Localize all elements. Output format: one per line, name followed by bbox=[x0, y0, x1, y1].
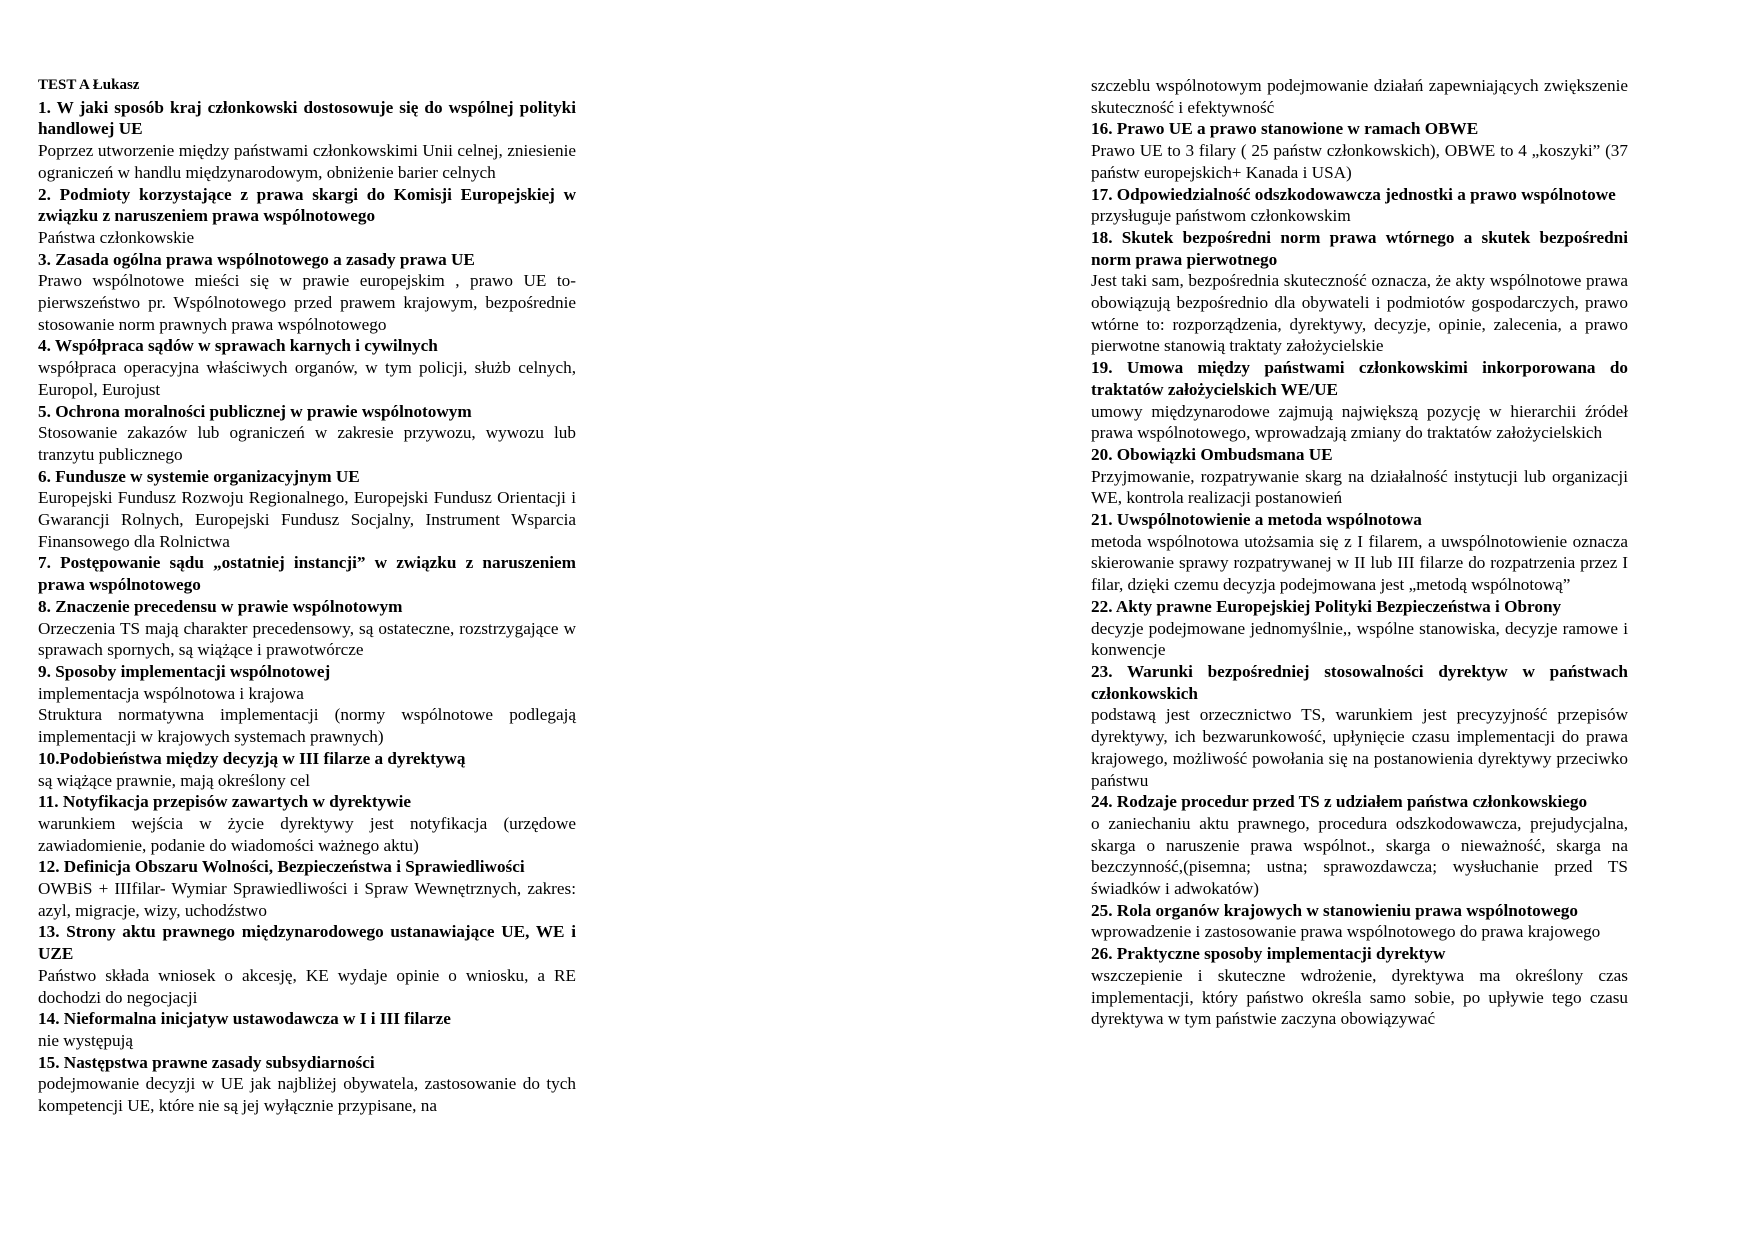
question-heading: 8. Znaczenie precedensu w prawie wspólnotowym bbox=[38, 596, 403, 616]
qa-block bbox=[38, 401, 576, 466]
question-heading: 11. Notyfikacja przepisów zawartych w dyrektywie bbox=[38, 792, 411, 812]
answer-text: szczeblu wspólnotowym podejmowanie działań zapewniających zwiększenie skuteczność i efektywność bbox=[1091, 76, 1628, 117]
document-title: TEST A Łukasz bbox=[38, 77, 140, 93]
question-heading: 14. Nieformalna inicjatyw ustawodawcza w I i III filarze bbox=[38, 1009, 451, 1029]
answer-text: podstawą jest orzecznictwo TS, warunkiem jest precyzyjność przepisów dyrektywy, ich bezwarunkowość, upłynięcie czasu implementacji do prawa krajowego, możliwość powołania się na postanowienia dyrektywy przeciwko państwu bbox=[1091, 705, 1628, 790]
question-heading: 7. Postępowanie sądu „ostatniej instancji” w związku z naruszeniem prawa wspólnotowego bbox=[38, 553, 576, 595]
answer-text: wszczepienie i skuteczne wdrożenie, dyrektywa ma określony czas implementacji, który państwo określa samo sobie, po upływie tego czasu dyrektywa w tym państwie zaczyna obowiązywać bbox=[1091, 965, 1628, 1029]
question-heading: 10.Podobieństwa między decyzją w III filarze a dyrektywą bbox=[38, 748, 466, 768]
answer-text: nie występują bbox=[38, 1030, 133, 1050]
question-heading: 18. Skutek bezpośredni norm prawa wtórnego a skutek bezpośredni norm prawa pierwotnego bbox=[1091, 227, 1628, 269]
qa-block bbox=[38, 661, 576, 748]
answer-text: implementacja wspólnotowa i krajowa bbox=[38, 683, 304, 703]
qa-block bbox=[38, 249, 576, 336]
qa-block bbox=[38, 748, 576, 791]
answer-text: Prawo UE to 3 filary ( 25 państw członkowskich), OBWE to 4 „koszyki” (37 państw europejskich+ Kanada i USA) bbox=[1091, 141, 1628, 182]
answer-text: Europejski Fundusz Rozwoju Regionalnego, Europejski Fundusz Orientacji i Gwarancji Rolnych, Europejski Fundusz Socjalny, Instrument Wsparcia Finansowego dla Rolnictwa bbox=[38, 488, 576, 551]
qa-block bbox=[38, 466, 576, 553]
qa-block bbox=[38, 1052, 576, 1117]
answer-text: podejmowanie decyzji w UE jak najbliżej obywatela, zastosowanie do tych kompetencji UE, które nie są jej wyłącznie przypisane, na bbox=[38, 1074, 576, 1116]
answer-text: OWBiS + IIIfilar- Wymiar Sprawiedliwości i Spraw Wewnętrznych, zakres: azyl, migracje, wizy, uchodźstwo bbox=[38, 879, 576, 920]
qa-block bbox=[38, 1008, 576, 1051]
question-heading: 6. Fundusze w systemie organizacyjnym UE bbox=[38, 466, 360, 486]
question-heading: 2. Podmioty korzystające z prawa skargi do Komisji Europejskiej w związku z naruszeniem prawa wspólnotowego bbox=[38, 184, 576, 226]
answer-text: przysługuje państwom członkowskim bbox=[1091, 206, 1351, 226]
qa-block bbox=[38, 184, 576, 249]
qa-block bbox=[38, 856, 576, 921]
question-heading: 9. Sposoby implementacji wspólnotowej bbox=[38, 661, 331, 681]
answer-text: umowy międzynarodowe zajmują największą pozycję w hierarchii źródeł prawa wspólnotowego, wprowadzają zmiany do traktatów założycielskich bbox=[1091, 401, 1628, 443]
question-heading: 26. Praktyczne sposoby implementacji dyrektyw bbox=[1091, 944, 1446, 964]
answer-text: Struktura normatywna implementacji (normy wspólnotowe podlegają implementacji w krajowych systemach prawnych) bbox=[38, 705, 576, 747]
qa-block bbox=[1091, 118, 1628, 183]
question-heading: 19. Umowa między państwami członkowskimi inkorporowana do traktatów założycielskich WE/UE bbox=[1091, 358, 1628, 399]
qa-block bbox=[38, 97, 576, 184]
answer-text: Stosowanie zakazów lub ograniczeń w zakresie przywozu, wywozu lub tranzytu publicznego bbox=[38, 423, 576, 464]
question-heading: 22. Akty prawne Europejskiej Polityki Bezpieczeństwa i Obrony bbox=[1091, 596, 1562, 616]
question-heading: 13. Strony aktu prawnego międzynarodowego ustanawiające UE, WE i UZE bbox=[38, 922, 576, 964]
right-column bbox=[1091, 75, 1628, 1030]
qa-block bbox=[1091, 900, 1628, 943]
question-heading: 20. Obowiązki Ombudsmana UE bbox=[1091, 444, 1333, 464]
answer-text: metoda wspólnotowa utożsamia się z I filarem, a uwspólnotowienie oznacza skierowanie sprawy rozpatrywanej w II lub III filarze do rozpatrzenia przez I filar, dzięki czemu decyzja podejmowana jest „metodą wspólnotową” bbox=[1091, 531, 1628, 595]
question-heading: 12. Definicja Obszaru Wolności, Bezpieczeństwa i Sprawiedliwości bbox=[38, 857, 525, 877]
answer-text: decyzje podejmowane jednomyślnie,, wspólne stanowiska, decyzje ramowe i konwencje bbox=[1091, 618, 1628, 660]
question-heading: 4. Współpraca sądów w sprawach karnych i cywilnych bbox=[38, 336, 438, 356]
answer-text: Państwo składa wniosek o akcesję, KE wydaje opinie o wniosku, a RE dochodzi do negocjacji bbox=[38, 965, 576, 1007]
answer-text: współpraca operacyjna właściwych organów, w tym policji, służb celnych, Europol, Eurojust bbox=[38, 358, 576, 399]
answer-text: Jest taki sam, bezpośrednia skuteczność oznacza, że akty wspólnotowe prawa obowiązują bezpośrednio dla obywateli i podmiotów gospodarczych, prawo wtórne to: rozporządzenia, dyrektywy, decyzje, opinie, zalecenia, a prawo pierwotne stanowią traktaty założycielskie bbox=[1091, 271, 1628, 356]
qa-block bbox=[38, 791, 576, 856]
qa-block bbox=[38, 552, 576, 595]
question-heading: 15. Następstwa prawne zasady subsydiarności bbox=[38, 1052, 375, 1072]
question-heading: 5. Ochrona moralności publicznej w prawie wspólnotowym bbox=[38, 401, 472, 421]
qa-block bbox=[1091, 357, 1628, 444]
answer-text: są wiążące prawnie, mają określony cel bbox=[38, 770, 311, 790]
answer-text: Poprzez utworzenie między państwami członkowskimi Unii celnej, zniesienie ograniczeń w handlu międzynarodowym, obniżenie barier celnych bbox=[38, 141, 576, 182]
qa-block bbox=[1091, 444, 1628, 509]
qa-block bbox=[38, 921, 576, 1008]
qa-block bbox=[38, 596, 576, 661]
question-heading: 23. Warunki bezpośredniej stosowalności dyrektyw w państwach członkowskich bbox=[1091, 661, 1628, 703]
question-heading: 17. Odpowiedzialność odszkodowawcza jednostki a prawo wspólnotowe bbox=[1091, 184, 1616, 204]
answer-text: wprowadzenie i zastosowanie prawa wspólnotowego do prawa krajowego bbox=[1091, 922, 1601, 942]
qa-block bbox=[1091, 661, 1628, 791]
qa-block bbox=[1091, 791, 1628, 900]
qa-block bbox=[1091, 184, 1628, 227]
answer-text: Prawo wspólnotowe mieści się w prawie europejskim , prawo UE to-pierwszeństwo pr. Wspólnotowego przed prawem krajowym, bezpośrednie stosowanie norm prawnych prawa wspólnotowego bbox=[38, 271, 576, 334]
qa-block bbox=[38, 335, 576, 400]
answer-text: Państwa członkowskie bbox=[38, 227, 195, 247]
qa-block bbox=[1091, 943, 1628, 1030]
question-heading: 25. Rola organów krajowych w stanowieniu prawa wspólnotowego bbox=[1091, 900, 1578, 920]
qa-block bbox=[1091, 596, 1628, 661]
qa-block bbox=[1091, 227, 1628, 357]
answer-text: warunkiem wejścia w życie dyrektywy jest notyfikacja (urzędowe zawiadomienie, podanie do wiadomości ważnego aktu) bbox=[38, 813, 576, 855]
answer-text: Przyjmowanie, rozpatrywanie skarg na działalność instytucji lub organizacji WE, kontrola realizacji postanowień bbox=[1091, 466, 1628, 508]
question-heading: 24. Rodzaje procedur przed TS z udziałem państwa członkowskiego bbox=[1091, 792, 1588, 812]
question-heading: 3. Zasada ogólna prawa wspólnotowego a zasady prawa UE bbox=[38, 249, 475, 269]
qa-block bbox=[1091, 509, 1628, 596]
question-heading: 1. W jaki sposób kraj członkowski dostosowuje się do wspólnej polityki handlowej UE bbox=[38, 97, 576, 139]
answer-text: Orzeczenia TS mają charakter precedensowy, są ostateczne, rozstrzygające w sprawach spornych, są wiążące i prawotwórcze bbox=[38, 618, 576, 660]
question-heading: 21. Uwspólnotowienie a metoda wspólnotowa bbox=[1091, 510, 1422, 530]
qa-block bbox=[1091, 75, 1628, 118]
answer-text: o zaniechaniu aktu prawnego, procedura odszkodowawcza, prejudycjalna, skarga o naruszenie prawa wspólnot., skarga o nieważność, skarga na bezczynność,(pisemna; ustna; sprawozdawcza; wysłuchanie przed TS świadków i adwokatów) bbox=[1091, 813, 1628, 899]
left-column bbox=[38, 75, 576, 1117]
question-heading: 16. Prawo UE a prawo stanowione w ramach OBWE bbox=[1091, 119, 1479, 139]
